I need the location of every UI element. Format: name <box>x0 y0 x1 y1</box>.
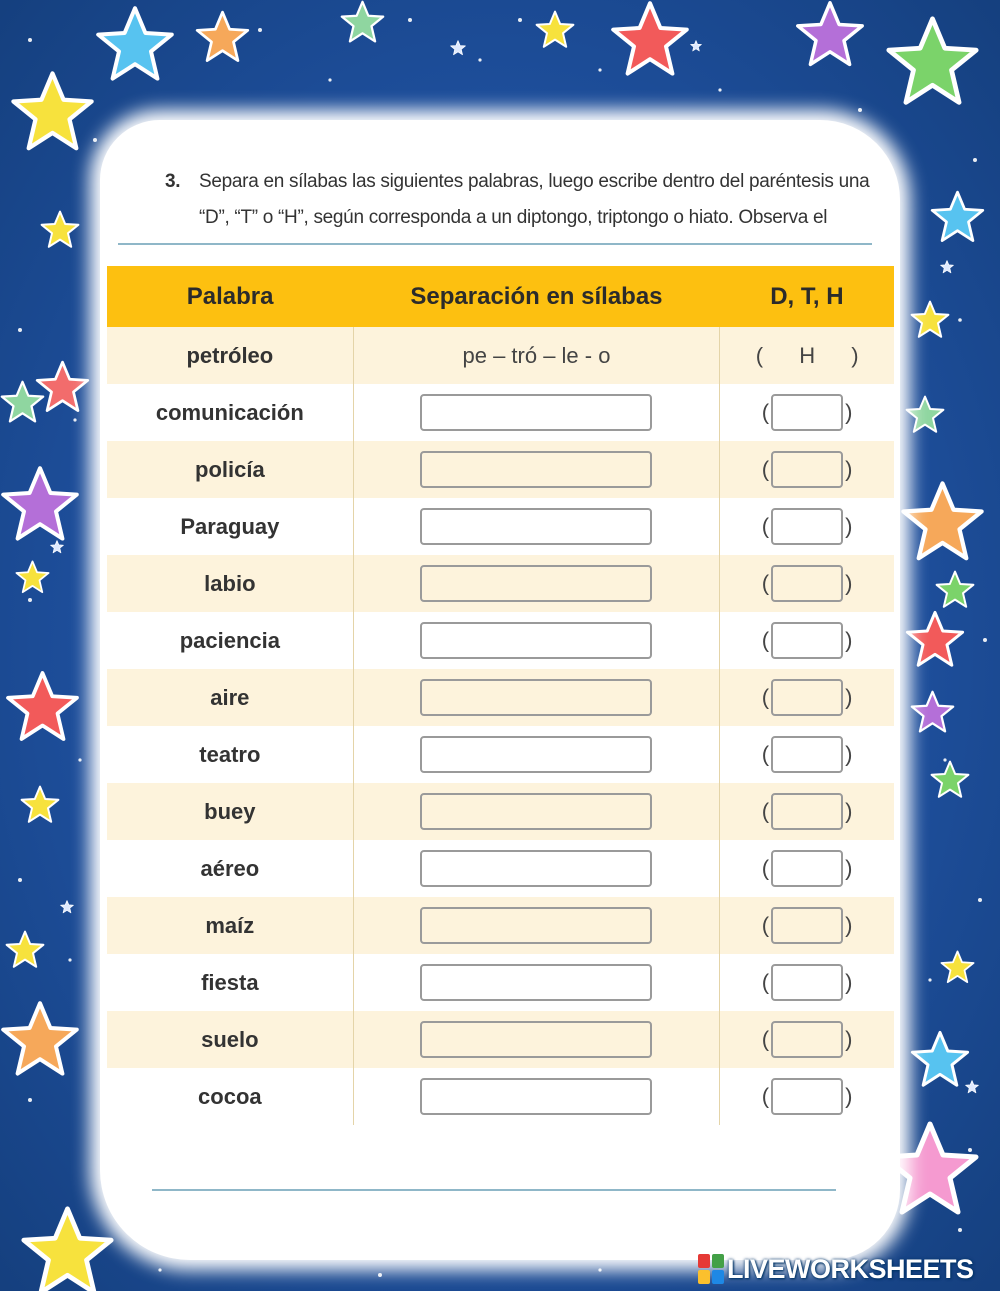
dth-input[interactable] <box>771 394 843 431</box>
row-syllables-cell <box>353 954 720 1011</box>
row-word: aéreo <box>107 840 353 897</box>
instruction-line-2: “D”, “T” o “H”, según corresponda a un diptongo, triptongo o hiato. Observa el <box>199 207 828 228</box>
paren-open: ( <box>761 513 770 539</box>
example-word: petróleo <box>107 327 353 384</box>
row-type-cell <box>720 669 894 726</box>
dth-input[interactable] <box>771 508 843 545</box>
paren-open: ( <box>761 855 770 881</box>
table-row <box>107 840 894 897</box>
header-syllables: Separación en sílabas <box>353 266 720 327</box>
dth-input[interactable] <box>771 1021 843 1058</box>
paren-open: ( <box>761 912 770 938</box>
row-word: teatro <box>107 726 353 783</box>
row-syllables-cell <box>353 1068 720 1125</box>
paren-close: ) <box>845 570 853 596</box>
paren-open: ( <box>761 456 770 482</box>
row-word: comunicación <box>107 384 353 441</box>
syllables-input[interactable] <box>420 850 652 887</box>
paren-open: ( <box>761 1083 770 1109</box>
paren-close: ) <box>845 798 853 824</box>
row-type-cell <box>720 954 894 1011</box>
paren-close: ) <box>845 399 853 425</box>
table-row <box>107 897 894 954</box>
row-type-cell <box>720 1068 894 1125</box>
row-type-cell <box>720 441 894 498</box>
exercise-number: 3. <box>165 171 181 192</box>
row-type-cell <box>720 555 894 612</box>
table-row <box>107 954 894 1011</box>
table-row <box>107 726 894 783</box>
syllables-input[interactable] <box>420 1078 652 1115</box>
row-syllables-cell <box>353 1011 720 1068</box>
divider-top <box>118 243 872 245</box>
syllables-input[interactable] <box>420 964 652 1001</box>
row-syllables-cell <box>353 612 720 669</box>
header-word: Palabra <box>107 266 353 327</box>
paren-close: ) <box>845 855 853 881</box>
logo-square-4 <box>712 1270 724 1284</box>
row-syllables-cell <box>353 897 720 954</box>
paren-close: ) <box>845 741 853 767</box>
paren-close: ) <box>845 969 853 995</box>
paren-close: ) <box>845 513 853 539</box>
logo-square-3 <box>698 1270 710 1284</box>
row-type-cell <box>720 384 894 441</box>
table-header-row <box>107 266 894 327</box>
paren-open: ( <box>761 570 770 596</box>
syllables-input[interactable] <box>420 394 652 431</box>
dth-input[interactable] <box>771 736 843 773</box>
dth-input[interactable] <box>771 565 843 602</box>
table-row <box>107 783 894 840</box>
paren-close: ) <box>845 1083 853 1109</box>
paren-open: ( <box>761 684 770 710</box>
paren-open: ( <box>761 798 770 824</box>
example-row <box>107 327 894 384</box>
table-row <box>107 612 894 669</box>
paren-close: ) <box>845 684 853 710</box>
syllables-input[interactable] <box>420 622 652 659</box>
syllables-input[interactable] <box>420 736 652 773</box>
paren-open: ( <box>761 1026 770 1052</box>
row-type-cell <box>720 840 894 897</box>
table-row <box>107 441 894 498</box>
table-row <box>107 498 894 555</box>
row-type-cell <box>720 612 894 669</box>
dth-input[interactable] <box>771 793 843 830</box>
brand-text: LIVEWORKSHEETS <box>727 1253 974 1284</box>
dth-input[interactable] <box>771 622 843 659</box>
paren-open: ( <box>761 627 770 653</box>
paren-open: ( <box>761 399 770 425</box>
dth-input[interactable] <box>771 850 843 887</box>
dth-input[interactable] <box>771 964 843 1001</box>
syllables-input[interactable] <box>420 508 652 545</box>
example-syllables: pe – tró – le - o <box>462 342 611 368</box>
logo-square-1 <box>698 1254 710 1268</box>
example-answer: ( H ) <box>755 342 859 368</box>
syllables-input[interactable] <box>420 793 652 830</box>
exercise-instruction <box>165 164 870 236</box>
table-row <box>107 384 894 441</box>
paren-close: ) <box>845 627 853 653</box>
paren-close: ) <box>845 912 853 938</box>
dth-input[interactable] <box>771 907 843 944</box>
row-syllables-cell <box>353 441 720 498</box>
row-type-cell <box>720 1011 894 1068</box>
row-syllables-cell <box>353 555 720 612</box>
row-word: Paraguay <box>107 498 353 555</box>
row-syllables-cell <box>353 498 720 555</box>
row-type-cell <box>720 783 894 840</box>
instruction-line-1: Separa en sílabas las siguientes palabras, luego escribe dentro del paréntesis una <box>199 171 870 192</box>
logo-square-2 <box>712 1254 724 1268</box>
row-type-cell <box>720 897 894 954</box>
row-word: aire <box>107 669 353 726</box>
dth-input[interactable] <box>771 451 843 488</box>
paren-close: ) <box>845 456 853 482</box>
row-syllables-cell <box>353 840 720 897</box>
table-row <box>107 669 894 726</box>
dth-input[interactable] <box>771 1078 843 1115</box>
syllables-input[interactable] <box>420 1021 652 1058</box>
row-word: labio <box>107 555 353 612</box>
row-word: policía <box>107 441 353 498</box>
dth-input[interactable] <box>771 679 843 716</box>
row-word: fiesta <box>107 954 353 1011</box>
syllables-input[interactable] <box>420 451 652 488</box>
row-word: maíz <box>107 897 353 954</box>
syllable-table <box>107 266 894 1125</box>
table-row <box>107 1011 894 1068</box>
row-syllables-cell <box>353 783 720 840</box>
row-word: suelo <box>107 1011 353 1068</box>
row-type-cell <box>720 498 894 555</box>
row-type-cell <box>720 726 894 783</box>
paren-close: ) <box>845 1026 853 1052</box>
syllables-input[interactable] <box>420 907 652 944</box>
liveworksheets-brand <box>698 1252 974 1286</box>
row-word: cocoa <box>107 1068 353 1125</box>
liveworksheets-logo-icon <box>698 1254 724 1284</box>
paren-open: ( <box>761 969 770 995</box>
row-syllables-cell <box>353 726 720 783</box>
row-word: buey <box>107 783 353 840</box>
paren-open: ( <box>761 741 770 767</box>
syllables-input[interactable] <box>420 679 652 716</box>
header-type: D, T, H <box>720 266 894 327</box>
row-syllables-cell <box>353 669 720 726</box>
table-row <box>107 555 894 612</box>
syllables-input[interactable] <box>420 565 652 602</box>
table-row <box>107 1068 894 1125</box>
row-word: paciencia <box>107 612 353 669</box>
row-syllables-cell <box>353 384 720 441</box>
divider-bottom <box>152 1189 836 1191</box>
